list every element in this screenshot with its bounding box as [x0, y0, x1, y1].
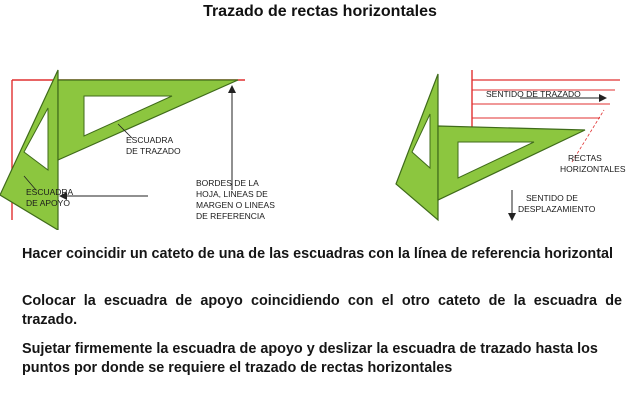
right-figure [396, 70, 626, 220]
label-bordes: BORDES DE LA HOJA, LINEAS DE MARGEN O LINEAS DE REFERENCIA [196, 178, 275, 221]
diagram-svg [0, 30, 640, 230]
label-rectas-horizontales: RECTAS HORIZONTALES [560, 153, 626, 174]
label-sentido-desplazamiento: SENTIDO DE DESPLAZAMIENTO [518, 193, 596, 214]
left-figure [0, 70, 277, 230]
right-escuadra-trazado-triangle [438, 126, 585, 200]
page-title: Trazado de rectas horizontales [203, 3, 437, 20]
instruction-paragraph-1: Hacer coincidir un cateto de una de las escuadras con la línea de referencia horizontal [22, 246, 614, 262]
label-escuadra-apoyo: ESCUADRA DE APOYO [26, 187, 73, 208]
label-escuadra-trazado: ESCUADRA DE TRAZADO [126, 135, 181, 156]
instruction-paragraph-2: Colocar la escuadra de apoyo coincidiendo con el otro cateto de la escuadra de trazado. [22, 293, 622, 328]
diagram-figure [0, 30, 640, 230]
instruction-paragraph-3: Sujetar firmemente la escuadra de apoyo y deslizar la escuadra de trazado hasta los puntos por donde se requiere el trazado de rectas horizontales [22, 341, 598, 376]
right-escuadra-apoyo-triangle [396, 74, 438, 220]
label-sentido-trazado: SENTIDO DE TRAZADO [486, 89, 581, 99]
